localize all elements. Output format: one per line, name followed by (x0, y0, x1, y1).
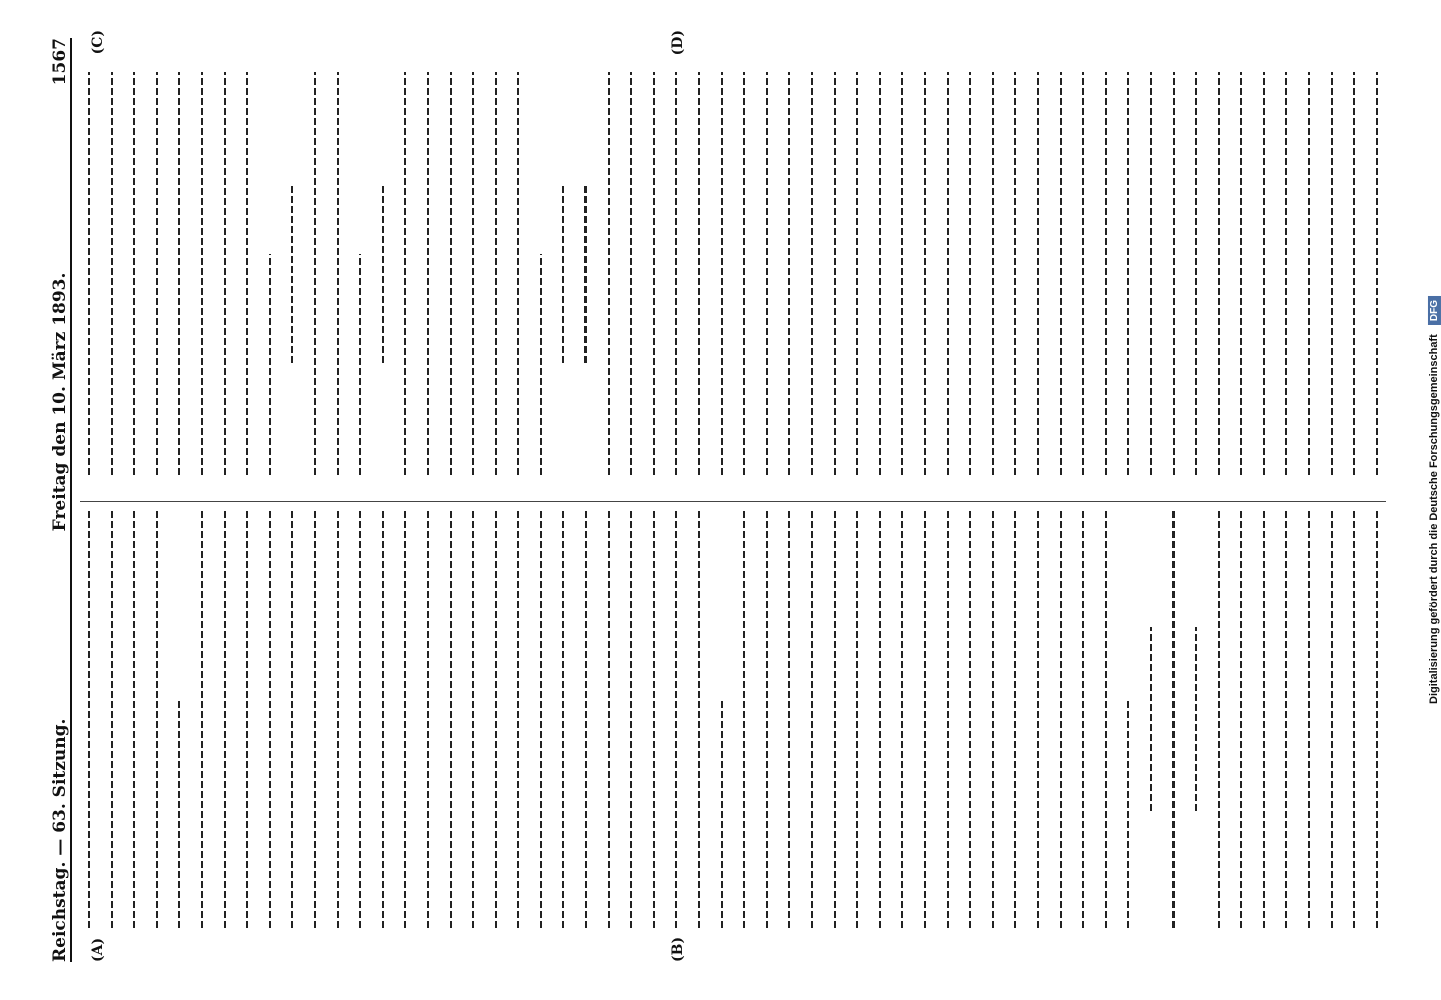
text-line (803, 72, 821, 476)
text-line (216, 72, 234, 476)
text-line (442, 511, 460, 929)
column-right (80, 30, 1386, 484)
text-line (893, 72, 911, 476)
text-line (125, 72, 143, 476)
text-line (1300, 72, 1318, 476)
text-line (148, 511, 166, 929)
text-line (1323, 72, 1341, 476)
text-line (1074, 72, 1092, 476)
text-line (758, 72, 776, 476)
text-line (848, 511, 866, 929)
text-line (1052, 511, 1070, 929)
text-line (306, 511, 324, 929)
text-line (103, 72, 121, 476)
text-line (690, 72, 708, 476)
text-line (374, 511, 392, 929)
text-line (374, 72, 392, 476)
text-line (329, 511, 347, 929)
digitization-credit (1428, 296, 1441, 704)
rotated-content (26, 20, 1406, 980)
text-line (1345, 511, 1363, 929)
text-line (939, 511, 957, 929)
text-line (961, 72, 979, 476)
text-line (826, 511, 844, 929)
text-line (464, 511, 482, 929)
text-line (238, 72, 256, 476)
text-line (306, 72, 324, 476)
text-line (577, 72, 595, 476)
text-line (396, 72, 414, 476)
text-line (758, 511, 776, 929)
text-line (1368, 72, 1386, 476)
text-line (916, 72, 934, 476)
text-line (1052, 72, 1070, 476)
text-line (984, 72, 1002, 476)
text-line (1165, 72, 1183, 476)
text-line (80, 511, 98, 929)
text-line (170, 511, 188, 929)
text-line (193, 511, 211, 929)
text-line (1277, 72, 1295, 476)
text-line (238, 511, 256, 929)
text-line (216, 511, 234, 929)
text-line (826, 72, 844, 476)
text-line (283, 511, 301, 929)
column-left (80, 502, 1386, 963)
text-line (1097, 72, 1115, 476)
text-line (329, 72, 347, 476)
text-line (871, 511, 889, 929)
text-line (577, 511, 595, 929)
text-line (487, 511, 505, 929)
text-line (939, 72, 957, 476)
text-line (1119, 511, 1137, 929)
text-line (351, 511, 369, 929)
text-line (419, 72, 437, 476)
text-line (1368, 511, 1386, 929)
text-line (645, 72, 663, 476)
marker-a: (A) (90, 937, 106, 962)
text-line (261, 72, 279, 476)
text-line (1187, 72, 1205, 476)
text-line (487, 72, 505, 476)
text-line (170, 72, 188, 476)
text-line (419, 511, 437, 929)
text-line (1255, 511, 1273, 929)
text-line (1187, 511, 1205, 929)
text-line (80, 72, 98, 476)
marker-b: (B) (670, 936, 686, 962)
text-line (1142, 72, 1160, 476)
text-line (283, 72, 301, 476)
text-line (780, 511, 798, 929)
text-line (916, 511, 934, 929)
text-line (1006, 72, 1024, 476)
text-line (1142, 511, 1160, 929)
text-line (464, 72, 482, 476)
text-line (442, 72, 460, 476)
text-line (600, 511, 618, 929)
text-line (893, 511, 911, 929)
text-line (1029, 72, 1047, 476)
text-line (600, 72, 618, 476)
text-line (848, 72, 866, 476)
text-line (645, 511, 663, 929)
text-line (667, 511, 685, 929)
columns (80, 30, 1386, 962)
text-line (713, 72, 731, 476)
text-line (148, 72, 166, 476)
text-line (1006, 511, 1024, 929)
text-line (1097, 511, 1115, 929)
text-line (735, 72, 753, 476)
dfg-logo: DFG (1428, 296, 1441, 325)
text-line (1232, 72, 1250, 476)
text-line (396, 511, 414, 929)
text-line (1277, 511, 1295, 929)
text-line (713, 511, 731, 929)
page-number: 1567 (50, 38, 70, 86)
marker-c: (C) (90, 30, 106, 55)
text-line (261, 511, 279, 929)
text-line (125, 511, 143, 929)
text-line (1165, 511, 1183, 929)
text-line (780, 72, 798, 476)
text-line (532, 511, 550, 929)
text-line (193, 72, 211, 476)
text-line (1255, 72, 1273, 476)
text-line (690, 511, 708, 929)
text-line (1210, 511, 1228, 929)
text-line (1323, 511, 1341, 929)
marker-d: (D) (670, 30, 686, 56)
credit-text: Digitalisierung gefördert durch die Deutsche Forschungsgemeinschaft (1428, 334, 1440, 704)
text-line (554, 72, 572, 476)
header-left: Reichstag. — 63. Sitzung. (50, 718, 70, 962)
text-line (622, 511, 640, 929)
text-line (984, 511, 1002, 929)
text-line (1345, 72, 1363, 476)
text-line (1232, 511, 1250, 929)
text-line (1300, 511, 1318, 929)
text-line (103, 511, 121, 929)
text-line (351, 72, 369, 476)
text-line (1074, 511, 1092, 929)
text-line (735, 511, 753, 929)
text-line (803, 511, 821, 929)
text-line (1119, 72, 1137, 476)
text-line (622, 72, 640, 476)
text-line (509, 72, 527, 476)
text-lines-left (80, 511, 1386, 929)
text-line (532, 72, 550, 476)
text-line (871, 72, 889, 476)
text-line (961, 511, 979, 929)
text-line (509, 511, 527, 929)
text-lines-right (80, 72, 1386, 476)
page-header (36, 38, 72, 962)
header-center: Freitag den 10. März 1893. (50, 272, 70, 532)
text-line (1210, 72, 1228, 476)
text-line (1029, 511, 1047, 929)
text-line (667, 72, 685, 476)
text-line (554, 511, 572, 929)
